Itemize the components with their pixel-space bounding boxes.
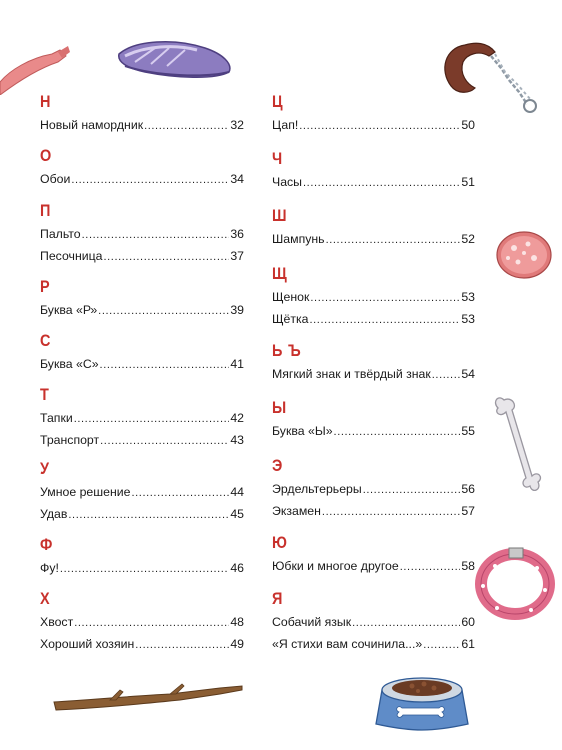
toc-entry[interactable] <box>272 613 475 633</box>
toc-entry[interactable] <box>272 365 475 385</box>
leader-dots <box>131 484 229 503</box>
bone-icon <box>488 392 548 497</box>
toc-entry[interactable] <box>40 170 244 190</box>
leader-dots <box>103 248 229 267</box>
leader-dots <box>400 558 461 577</box>
page-number: 41 <box>230 357 244 371</box>
entry-title: Щенок <box>272 290 310 304</box>
toc-entry[interactable] <box>40 225 244 245</box>
entry-title: Буква «Ы» <box>272 424 333 438</box>
entry-title: Мягкий знак и твёрдый знак <box>272 367 431 381</box>
page-number: 58 <box>461 559 475 573</box>
page-number: 53 <box>461 312 475 326</box>
leader-dots <box>144 117 229 136</box>
entry-title: Хороший хозяин <box>40 637 135 651</box>
entry-title: Транспорт <box>40 433 100 447</box>
section-letter: Ь Ъ <box>272 341 302 360</box>
toc-entry[interactable] <box>272 480 475 500</box>
section-letter: Ч <box>272 149 284 168</box>
leader-dots <box>310 311 461 330</box>
toc-section <box>40 278 244 321</box>
page-number: 46 <box>230 561 244 575</box>
toc-entry[interactable] <box>40 247 244 267</box>
page-number: 45 <box>230 507 244 521</box>
entry-title: Обои <box>40 172 71 186</box>
toc-section <box>40 93 244 136</box>
page-number: 56 <box>461 482 475 496</box>
toc-section <box>40 202 244 267</box>
toc-entry[interactable] <box>40 559 244 579</box>
toc-entry[interactable] <box>272 116 475 136</box>
toc-section <box>272 207 475 250</box>
entry-title: Пальто <box>40 227 81 241</box>
toc-section <box>40 536 244 579</box>
toc-section <box>40 386 244 451</box>
toc-right-column <box>272 0 475 750</box>
page-number: 51 <box>461 175 475 189</box>
leader-dots <box>100 356 230 375</box>
page-number: 53 <box>461 290 475 304</box>
page-number: 42 <box>230 411 244 425</box>
page-number: 32 <box>230 118 244 132</box>
section-letter: Х <box>40 589 51 608</box>
toc-entry[interactable] <box>272 502 475 522</box>
entry-title: Тапки <box>40 411 73 425</box>
page-number: 36 <box>230 227 244 241</box>
toc-section <box>272 399 475 442</box>
toc-section <box>40 460 244 525</box>
leader-dots <box>74 614 229 633</box>
entry-title: Экзамен <box>272 504 321 518</box>
toc-entry[interactable] <box>272 557 475 577</box>
section-letter: Я <box>272 589 284 608</box>
sausage-slice-icon <box>494 228 554 283</box>
leader-dots <box>74 410 230 429</box>
toc-entry[interactable] <box>272 422 475 442</box>
entry-title: Песочница <box>40 249 103 263</box>
section-letter: Э <box>272 456 284 475</box>
entry-title: Новый намордник <box>40 118 144 132</box>
entry-title: Юбки и многое другое <box>272 559 399 573</box>
entry-title: Буква «Р» <box>40 303 98 317</box>
page-number: 49 <box>230 637 244 651</box>
page-number: 60 <box>461 615 475 629</box>
entry-title: «Я стихи вам сочинила...» <box>272 637 423 651</box>
toc-entry[interactable] <box>40 116 244 136</box>
page-number: 34 <box>230 172 244 186</box>
toc-entry[interactable] <box>272 288 475 308</box>
entry-title: Удав <box>40 507 68 521</box>
toc-section <box>272 534 475 577</box>
leader-dots <box>82 226 230 245</box>
section-letter: П <box>40 201 52 220</box>
leader-dots <box>299 117 460 136</box>
entry-title: Эрдельтерьеры <box>272 482 362 496</box>
toc-entry[interactable] <box>272 230 475 250</box>
entry-title: Шампунь <box>272 232 325 246</box>
toc-section <box>40 332 244 375</box>
leader-dots <box>326 231 461 250</box>
section-letter: С <box>40 331 52 350</box>
toc-entry[interactable] <box>272 173 475 193</box>
page-number: 55 <box>461 424 475 438</box>
toc-section <box>272 342 475 385</box>
leader-dots <box>68 506 229 525</box>
page-number: 50 <box>461 118 475 132</box>
leader-dots <box>334 423 461 442</box>
page-number: 52 <box>461 232 475 246</box>
section-letter: Т <box>40 385 50 404</box>
leader-dots <box>310 289 460 308</box>
toc-section <box>272 93 475 136</box>
entry-title: Часы <box>272 175 303 189</box>
leader-dots <box>135 636 229 655</box>
toc-entry[interactable] <box>40 431 244 451</box>
section-letter: Р <box>40 277 51 296</box>
leader-dots <box>363 481 461 500</box>
section-letter: Ы <box>272 398 288 417</box>
pink-collar-icon <box>475 546 555 621</box>
page-number: 61 <box>461 637 475 651</box>
section-letter: Ц <box>272 92 284 111</box>
entry-title: Умное решение <box>40 485 131 499</box>
entry-title: Цап! <box>272 118 299 132</box>
section-letter: Щ <box>272 264 288 283</box>
toc-section <box>272 590 475 655</box>
section-letter: Ш <box>272 206 288 225</box>
entry-title: Щётка <box>272 312 309 326</box>
section-letter: Н <box>40 92 52 111</box>
leader-dots <box>303 174 460 193</box>
section-letter: Ю <box>272 533 288 552</box>
page-number: 54 <box>461 367 475 381</box>
entry-title: Фу! <box>40 561 59 575</box>
toc-entry[interactable] <box>40 355 244 375</box>
toc-left-column <box>40 0 244 750</box>
entry-title: Хвост <box>40 615 74 629</box>
leader-dots <box>71 171 229 190</box>
toc-entry[interactable] <box>40 505 244 525</box>
toc-entry[interactable] <box>40 483 244 503</box>
section-letter: О <box>40 146 53 165</box>
leader-dots <box>432 366 461 385</box>
leader-dots <box>352 614 460 633</box>
toc-entry[interactable] <box>40 409 244 429</box>
leader-dots <box>60 560 229 579</box>
toc-entry[interactable] <box>40 301 244 321</box>
toc-section <box>40 590 244 655</box>
toc-section <box>272 457 475 522</box>
leader-dots <box>98 302 229 321</box>
page-number: 57 <box>461 504 475 518</box>
page-number: 37 <box>230 249 244 263</box>
section-letter: Ф <box>40 535 54 554</box>
entry-title: Буква «С» <box>40 357 99 371</box>
leader-dots <box>322 503 460 522</box>
toc-entry[interactable] <box>40 613 244 633</box>
page-number: 43 <box>230 433 244 447</box>
toc-section <box>272 265 475 330</box>
toc-section <box>40 147 244 190</box>
toc-entry[interactable] <box>272 635 475 655</box>
page-number: 44 <box>230 485 244 499</box>
entry-title: Собачий язык <box>272 615 352 629</box>
page-number: 48 <box>230 615 244 629</box>
toc-entry[interactable] <box>272 310 475 330</box>
toc-section <box>272 150 475 193</box>
leader-dots <box>100 432 229 451</box>
page-number: 39 <box>230 303 244 317</box>
section-letter: У <box>40 459 50 478</box>
leader-dots <box>423 636 460 655</box>
toc-entry[interactable] <box>40 635 244 655</box>
